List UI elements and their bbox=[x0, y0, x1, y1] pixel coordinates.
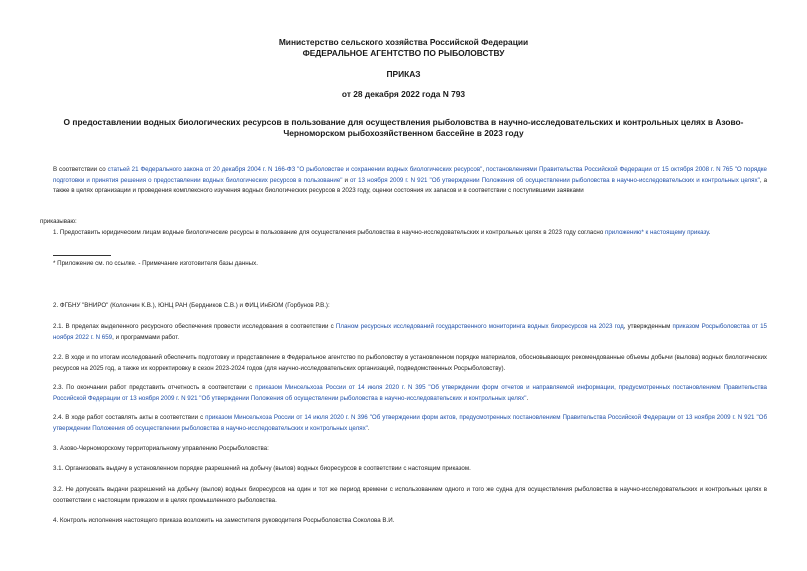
link-appendix[interactable]: приложению* к настоящему приказу bbox=[605, 229, 709, 236]
link-government-decree-765[interactable]: постановлениями Правительства Российской Федерации от 15 октября 2008 г. N 765 "О порядке подготовки и принятия решения о предоставлении водных биологических ресурсов в пользование" bbox=[53, 166, 767, 184]
item-3-paragraph: 3. Азово-Черноморскому территориальному управлению Росрыболовства: bbox=[53, 445, 269, 452]
link-federal-law[interactable]: статьей 21 Федерального закона от 20 декабря 2004 г. N 166-ФЗ "О рыболовстве и сохранении водных биологических ресурсов" bbox=[107, 166, 483, 173]
item-2-1-paragraph: 2.1. В пределах выделенного ресурсного обеспечения провести исследования в соответствии с Планом ресурсных исследований государственного мониторинга водных биоресурсов на 2023 год, утвержденным приказом Росрыболовства от 15 ноября 2022 г. N 659, и программами работ. bbox=[53, 323, 767, 341]
footnote-text: * Приложение см. по ссылке. - Примечание изготовителя базы данных. bbox=[53, 260, 258, 267]
doc-date-number: от 28 декабря 2022 года N 793 bbox=[341, 89, 466, 99]
preamble-paragraph: В соответствии со статьей 21 Федерального закона от 20 декабря 2004 г. N 166-ФЗ "О рыболовстве и сохранении водных биологических ресурсов", постановлениями Правительства Российской Федерации от 15 октября 2008 г. N 765 "О порядке подготовки и принятия решения о предоставлении водных биологических ресурсов в пользование" и от 13 ноября 2009 г. N 921 "Об утверждении Положения об осуществлении рыболовства в научно-исследовательских и контрольных целях", а также в целях организации и проведения комплексного изучения водных биологических ресурсов в 2023 году, оценки состояния их запасов и в соответствии с поступившими заявками bbox=[53, 166, 768, 194]
item-3-2-paragraph: 3.2. Не допускать выдачи разрешений на добычу (вылов) водных биоресурсов на один и тот же период времени с использованием одного и того же судна для осуществления рыболовства в научно-исследовательских и контрольных целях в соответствии с настоящим приказом и в целях промышленного рыболовства. bbox=[53, 486, 767, 504]
link-order-395[interactable]: приказом Минсельхоза России от 14 июля 2020 г. N 395 "Об утверждении форм отчетов и направляемой информации, предусмотренных постановлением Правительства Российской Федерации от 13 ноября 2009 г. N 921 "Об утверждении Положения об осуществлении рыболовства в научно-исследовательских и контрольных целях" bbox=[53, 384, 767, 402]
ministry-heading: Министерство сельского хозяйства Российской Федерации bbox=[278, 37, 529, 47]
item-4-paragraph: 4. Контроль исполнения настоящего приказа возложить на заместителя руководителя Росрыболовства Соколова В.И. bbox=[53, 517, 395, 524]
link-order-396[interactable]: приказом Минсельхоза России от 14 июля 2020 г. N 396 "Об утверждении форм актов, предусмотренных постановлением Правительства Российской Федерации от 13 ноября 2009 г. N 921 "Об утверждении Положения об осуществлении рыболовства в научно-исследовательских и контрольных целях" bbox=[53, 414, 768, 432]
link-order-659[interactable]: приказом Росрыболовства от 15 ноября 2022 г. N 659 bbox=[53, 323, 767, 341]
doc-type: ПРИКАЗ bbox=[386, 69, 421, 79]
prikazyvayu-text: приказываю: bbox=[40, 218, 77, 225]
item-1-paragraph: 1. Предоставить юридическим лицам водные биологические ресурсы в пользование для осуществления рыболовства в научно-исследовательских и контрольных целях в 2023 году согласно приложению* к настоящему приказу. bbox=[53, 229, 711, 236]
item-2-paragraph: 2. ФГБНУ "ВНИРО" (Колончин К.В.), ЮНЦ РАН (Бердников С.В.) и ФИЦ ИнБЮМ (Горбунов Р.В.): bbox=[53, 302, 330, 309]
footnote-separator bbox=[53, 255, 111, 256]
link-research-plan[interactable]: Планом ресурсных исследований государственного мониторинга водных биоресурсов на 2023 год bbox=[335, 323, 624, 330]
item-3-1-paragraph: 3.1. Организовать выдачу в установленном порядке разрешений на добычу (вылов) водных биоресурсов в соответствии с настоящим приказом. bbox=[53, 465, 471, 472]
item-2-4-paragraph: 2.4. В ходе работ составлять акты в соответствии с приказом Минсельхоза России от 14 июля 2020 г. N 396 "Об утверждении форм актов, предусмотренных постановлением Правительства Российской Федерации от 13 ноября 2009 г. N 921 "Об утверждении Положения об осуществлении рыболовства в научно-исследовательских и контрольных целях". bbox=[53, 414, 768, 432]
doc-title: О предоставлении водных биологических ресурсов в пользование для осуществления рыболовства в научно-исследовательских и контрольных целях в Азово-Черноморском рыбохозяйственном бассейне в 2023 году bbox=[63, 117, 744, 138]
agency-heading: ФЕДЕРАЛЬНОЕ АГЕНТСТВО ПО РЫБОЛОВСТВУ bbox=[302, 48, 505, 58]
item-2-2-paragraph: 2.2. В ходе и по итогам исследований обеспечить подготовку и представление в Федеральное агентство по рыболовству в установленном порядке материалов, обосновывающих рекомендованные объемы добычи (вылова) водных биологических ресурсов на 2025 год, а также их корректировку в сезон 2023-2024 годов (для научно-исследовательских организаций, подведомственных Росрыболовству). bbox=[53, 354, 767, 372]
link-government-decree-921[interactable]: от 13 ноября 2009 г. N 921 "Об утверждении Положения об осуществлении рыболовства в научно-исследовательских и контрольных целях" bbox=[350, 176, 760, 184]
item-2-3-paragraph: 2.3. По окончании работ представить отчетность в соответствии с приказом Минсельхоза России от 14 июля 2020 г. N 395 "Об утверждении форм отчетов и направляемой информации, предусмотренных постановлением Правительства Российской Федерации от 13 ноября 2009 г. N 921 "Об утверждении Положения об осуществлении рыболовства в научно-исследовательских и контрольных целях". bbox=[53, 384, 767, 402]
